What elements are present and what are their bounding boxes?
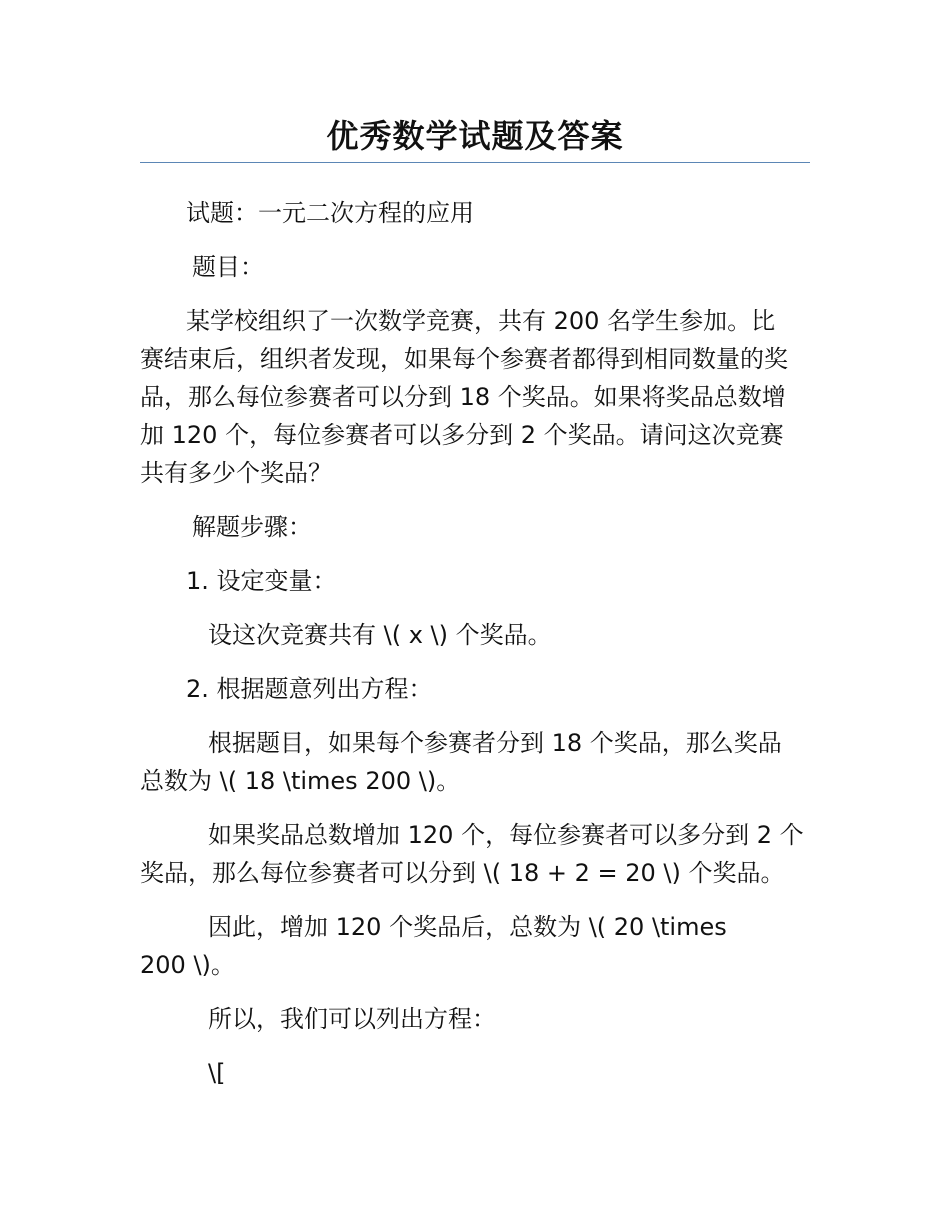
problem-line: 共有多少个奖品？ (140, 459, 332, 487)
formula-start: \[ (208, 1059, 226, 1087)
step2-line: 200 \)。 (140, 951, 235, 979)
document-title: 优秀数学试题及答案 (326, 117, 624, 155)
title-underline (140, 162, 810, 163)
problem-line: 加 120 个，每位参赛者可以多分到 2 个奖品。请问这次竞赛 (140, 421, 784, 449)
step2-line: 奖品，那么每位参赛者可以分到 \( 18 + 2 = 20 \) 个奖品。 (140, 859, 785, 887)
step2-line: 总数为 \( 18 \times 200 \)。 (140, 767, 461, 795)
step1-text: 设这次竞赛共有 \( x \) 个奖品。 (208, 621, 552, 649)
problem-line: 品，那么每位参赛者可以分到 18 个奖品。如果将奖品总数增 (140, 383, 786, 411)
problem-heading: 题目： (192, 253, 264, 281)
step2-paragraph-3 (140, 908, 812, 984)
solution-heading: 解题步骤： (192, 513, 312, 541)
step2-paragraph-2 (140, 816, 812, 892)
problem-paragraph (140, 302, 812, 492)
step2-line: 根据题目，如果每个参赛者分到 18 个奖品，那么奖品 (208, 729, 782, 757)
document-body (140, 194, 812, 1108)
subject-line: 试题：一元二次方程的应用 (186, 199, 474, 227)
step2-paragraph-4: 所以，我们可以列出方程： (208, 1005, 496, 1033)
step2-heading: 2. 根据题意列出方程： (186, 675, 433, 703)
step1-heading: 1. 设定变量： (186, 567, 337, 595)
step2-line: 如果奖品总数增加 120 个，每位参赛者可以多分到 2 个 (208, 821, 804, 849)
step2-line: 因此，增加 120 个奖品后，总数为 \( 20 \times (208, 913, 727, 941)
problem-line: 赛结束后，组织者发现，如果每个参赛者都得到相同数量的奖 (140, 345, 788, 373)
step2-paragraph-1 (140, 724, 812, 800)
problem-line: 某学校组织了一次数学竞赛，共有 200 名学生参加。比 (186, 307, 776, 335)
